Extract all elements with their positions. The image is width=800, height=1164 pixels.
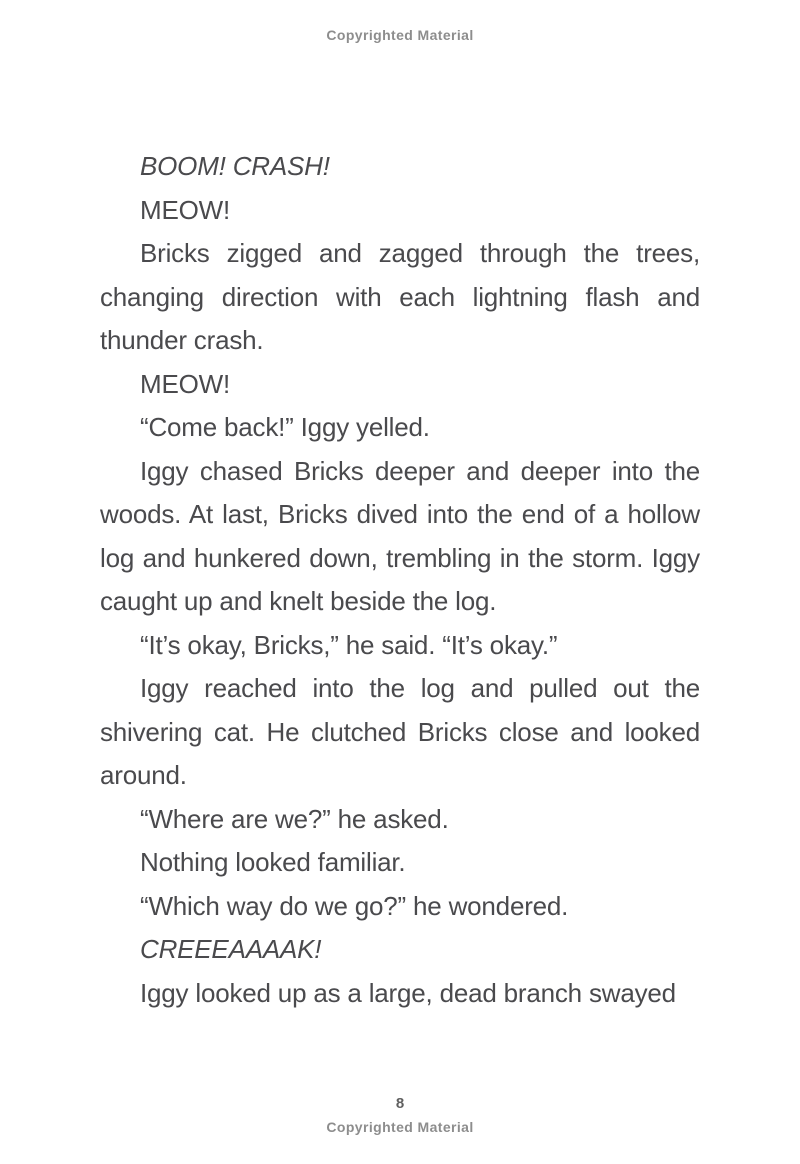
paragraph: “Which way do we go?” he wondered. [140, 890, 569, 921]
paragraph: “Where are we?” he asked. [140, 803, 449, 834]
paragraph: MEOW! [140, 368, 230, 399]
paragraph: CREEEAAAAK! [140, 934, 322, 964]
paragraph: “It’s okay, Bricks,” he said. “It’s okay.” [140, 629, 558, 660]
paragraph: Nothing looked familiar. [140, 847, 406, 877]
paragraph: Iggy looked up as a large, dead branch swayed [140, 977, 676, 1008]
copyright-notice-bottom: Copyrighted Material [326, 1119, 474, 1135]
page-text [100, 145, 700, 1015]
paragraph: “Come back!” Iggy yelled. [140, 412, 430, 442]
copyright-notice-top: Copyrighted Material [326, 27, 474, 43]
paragraph: Bricks zigged and zagged through the trees, changing direction with each lightning flash and thunder crash. [100, 238, 700, 355]
paragraph: Iggy chased Bricks deeper and deeper into the woods. At last, Bricks dived into the end of a hollow log and hunkered down, trembling in the storm. Iggy caught up and knelt beside the log. [100, 455, 700, 616]
paragraph: BOOM! CRASH! [140, 151, 330, 181]
paragraph: Iggy reached into the log and pulled out the shivering cat. He clutched Bricks close and looked around. [100, 673, 700, 790]
paragraph: MEOW! [140, 194, 230, 225]
page-number: 8 [395, 1095, 405, 1112]
